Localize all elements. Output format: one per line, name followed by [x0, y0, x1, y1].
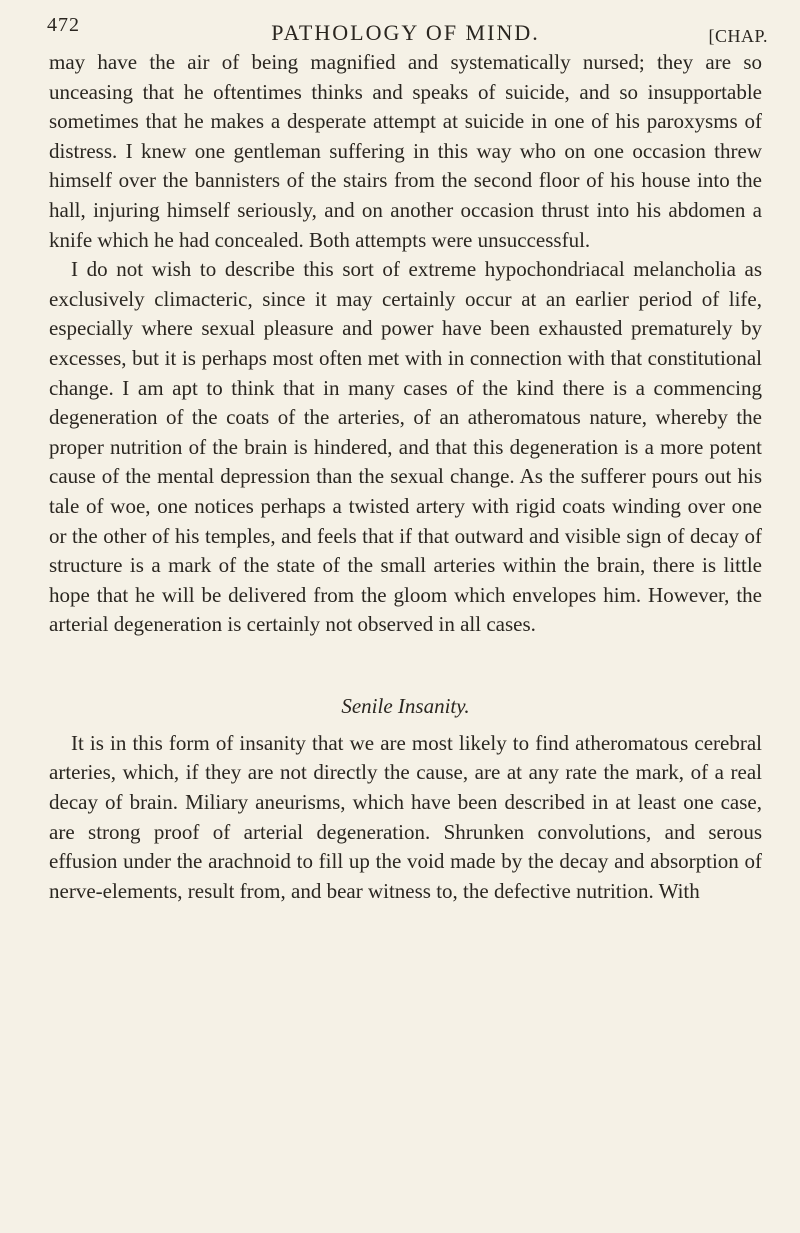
chapter-mark: [CHAP.	[708, 26, 768, 46]
running-head	[47, 14, 768, 48]
paragraph-senile-insanity: It is in this form of insanity that we are most likely to find atheromatous cerebral arteries, which, if they are not directly the cause, are at any rate the mark, of a real decay of brain. Miliary aneurisms, which have been described in at least one case, are strong proof of arterial degeneration. Shrunken convolutions, and serous effusion under the arachnoid to fill up the void made by the decay and absorption of nerve-elements, result from, and bear witness to, the defective nutrition. With	[49, 730, 762, 903]
paragraph-continued: may have the air of being magnified and systematically nursed; they are so unceasing that he oftentimes thinks and speaks of suicide, and so insupportable sometimes that he makes a desperate attempt at suicide in one of his paroxysms of distress. I knew one gentleman suffering in this way who on one occasion threw himself over the bannisters of the stairs from the second floor of his house into the hall, injuring himself seriously, and on another occasion thrust into his abdomen a knife which he had concealed. Both attempts were unsuccessful.	[49, 50, 762, 252]
page-number: 472	[47, 14, 80, 36]
section-heading: Senile Insanity.	[341, 693, 470, 718]
paragraph-hypochondriacal-melancholia: I do not wish to describe this sort of extreme hypochondriacal melancholia as exclusively climacteric, since it may certainly occur at an earlier period of life, especially where sexual pleasure and power have been exhausted prematurely by excesses, but it is perhaps most often met with in connection with that constitutional change. I am apt to think that in many cases of the kind there is a commencing degeneration of the coats of the arteries, of an atheromatous nature, whereby the proper nutrition of the brain is hindered, and that this degeneration is a more potent cause of the mental depression than the sexual change. As the sufferer pours out his tale of woe, one notices perhaps a twisted artery with rigid coats winding over one or the other of his temples, and feels that if that outward and visible sign of decay of structure is a mark of the state of the small arteries within the brain, there is little hope that he will be delivered from the gloom which envelopes him. However, the arterial degeneration is certainly not observed in all cases.	[49, 257, 762, 637]
body-text	[49, 48, 762, 906]
running-title: PATHOLOGY OF MIND.	[271, 20, 540, 45]
